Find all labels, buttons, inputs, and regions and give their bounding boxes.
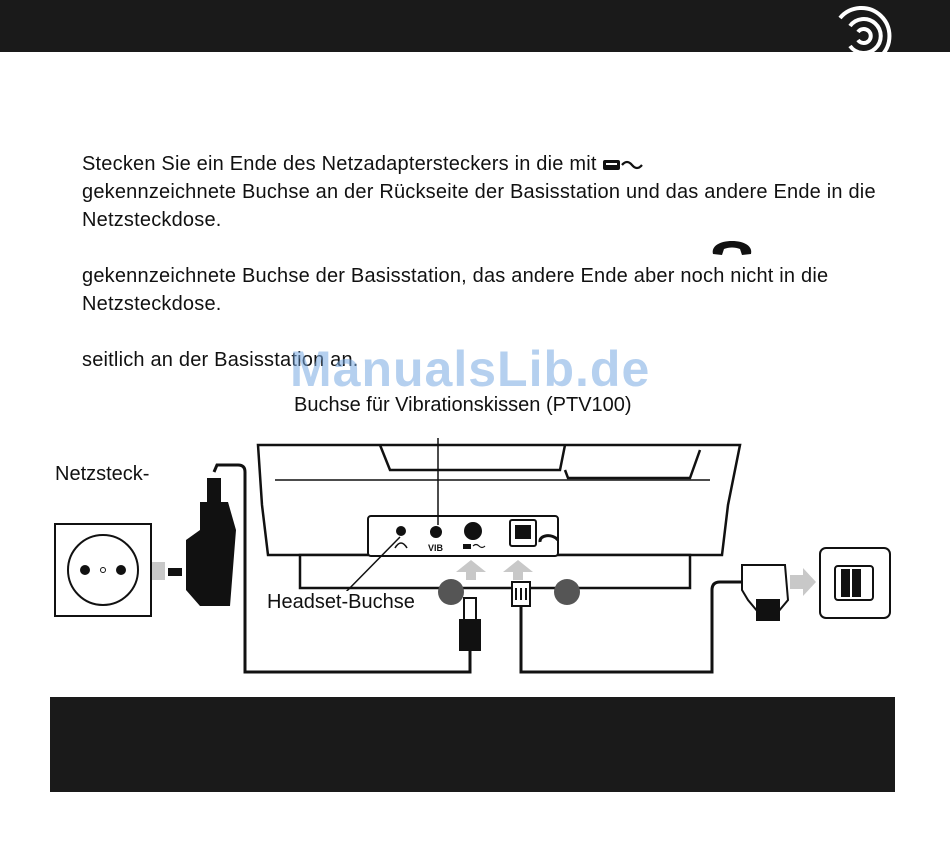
watermark: ManualsLib.de (290, 341, 651, 397)
phone-plug (512, 582, 530, 606)
step-1-text-start: Stecken Sie ein Ende des Netzadaptersteckers in die mit (82, 153, 597, 175)
instruction-step-1 (82, 150, 882, 234)
phone-wall-socket (820, 548, 890, 618)
footer-note-box (50, 697, 895, 792)
label-vibration-socket: Buchse für Vibrationskissen (PTV100) (294, 394, 632, 416)
step-1-text-end: gekennzeichnete Buchse an der Rückseite der Basisstation und das andere Ende in die Netzsteckdose. (82, 181, 876, 231)
power-adapter (168, 478, 236, 606)
brand-circles-icon (828, 4, 898, 64)
instruction-step-3: seitlich an der Basisstation an. (82, 349, 359, 371)
wall-power-socket (55, 524, 151, 616)
label-headset-socket: Headset-Buchse (267, 591, 415, 613)
connection-diagram (0, 380, 950, 700)
header-bar (0, 0, 950, 52)
phone-handset-icon (710, 240, 754, 258)
port-label-vib: VIB (428, 543, 444, 553)
instruction-step-2: gekennzeichnete Buchse der Basisstation, das andere Ende aber noch nicht in die Netzsteckdose. (82, 265, 829, 315)
label-power-outlet: Netzsteck- (55, 463, 150, 485)
tae-adapter (742, 565, 788, 620)
dc-plug (460, 598, 480, 650)
power-adapter-icon (602, 157, 644, 173)
port-panel (368, 516, 558, 556)
